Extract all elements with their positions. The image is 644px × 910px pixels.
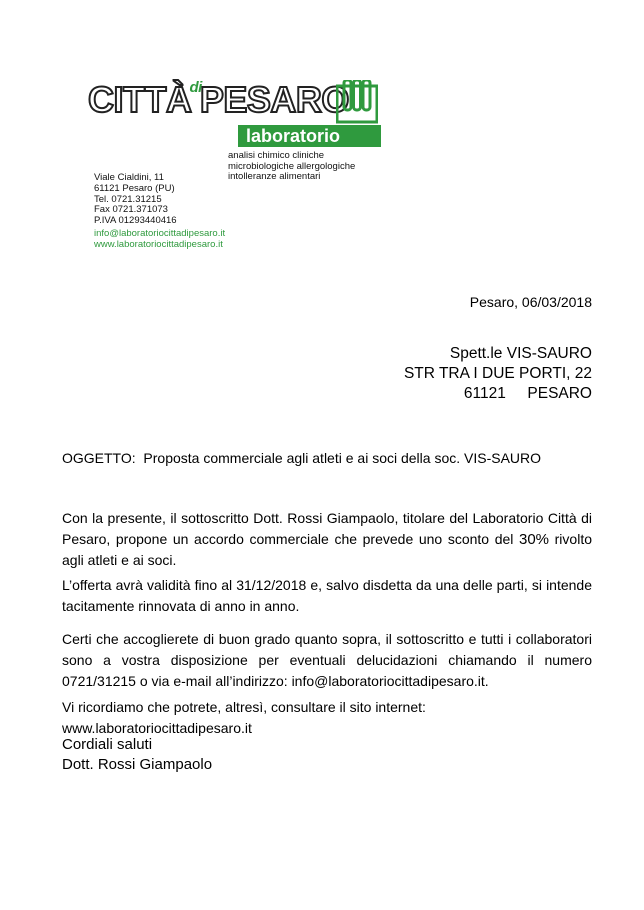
- logo-citta: CITTÀ: [88, 79, 192, 120]
- test-tubes-icon: [336, 80, 378, 124]
- address-website-link[interactable]: www.laboratoriocittadipesaro.it: [94, 238, 223, 250]
- closing-signature: Dott. Rossi Giampaolo: [62, 756, 213, 773]
- address-city: 61121 Pesaro (PU): [94, 182, 175, 194]
- logo-pesaro: PESARO: [199, 79, 349, 120]
- service-item: analisi chimico cliniche: [228, 150, 325, 161]
- subject-label: OGGETTO:: [62, 450, 136, 466]
- recipient-name: Spett.le VIS-SAURO: [449, 345, 592, 362]
- body-paragraph-1: [62, 508, 592, 571]
- body-paragraph-4: Vi ricordiamo che potrete, altresì, consultare il sito internet: www.laboratoriocittadipesaro.it: [62, 699, 426, 736]
- body-paragraph-2: L’offerta avrà validità fino al 31/12/2018 e, salvo disdetta da una delle parti, si intende tacitamente rinnovata di anno in anno.: [62, 577, 592, 614]
- closing-block: [62, 735, 212, 775]
- p1-text-start: Con la presente, il sottoscritto Dott. Rossi Giampaolo, titolare del Laboratorio Città di Pesaro, propone un accordo commerciale che prevede uno sconto del: [62, 510, 592, 547]
- address-vat: P.IVA 01293440416: [94, 215, 177, 227]
- services-list: [228, 151, 355, 183]
- logo-wordmark: [88, 80, 349, 128]
- service-item: microbiologiche allergologiche: [228, 160, 356, 172]
- sender-address: [94, 173, 225, 251]
- address-tel: Tel. 0721.31215: [94, 193, 162, 205]
- letter-date: Pesaro, 06/03/2018: [469, 294, 592, 310]
- laboratorio-badge: laboratorio: [238, 125, 381, 147]
- address-email-link[interactable]: info@laboratoriocittadipesaro.it: [94, 227, 226, 239]
- recipient-street: STR TRA I DUE PORTI, 22: [403, 365, 592, 382]
- recipient-block: [340, 344, 592, 404]
- address-street: Viale Cialdini, 11: [94, 172, 164, 183]
- address-fax: Fax 0721.371073: [94, 204, 168, 216]
- logo: [88, 80, 384, 150]
- recipient-city: 61121 PESARO: [463, 385, 592, 402]
- closing-greeting: Cordiali saluti: [62, 736, 153, 753]
- p1-text-end: rivolto agli atleti e ai soci.: [62, 531, 592, 568]
- subject-text: Proposta commerciale agli atleti e ai soci della soc. VIS-SAURO: [143, 450, 542, 466]
- body-paragraph-3: Certi che accoglierete di buon grado quanto sopra, il sottoscritto e tutti i collaboratori sono a vostra disposizione per eventuali delucidazioni chiamando il numero 0721/31215 o via e-mail all’indirizzo: info@laboratoriocittadipesaro.it.: [62, 631, 592, 689]
- logo-di: di: [189, 79, 202, 96]
- subject-line: [62, 450, 592, 466]
- service-item: intolleranze alimentari: [228, 171, 321, 182]
- discount-percent: 30%: [519, 531, 550, 548]
